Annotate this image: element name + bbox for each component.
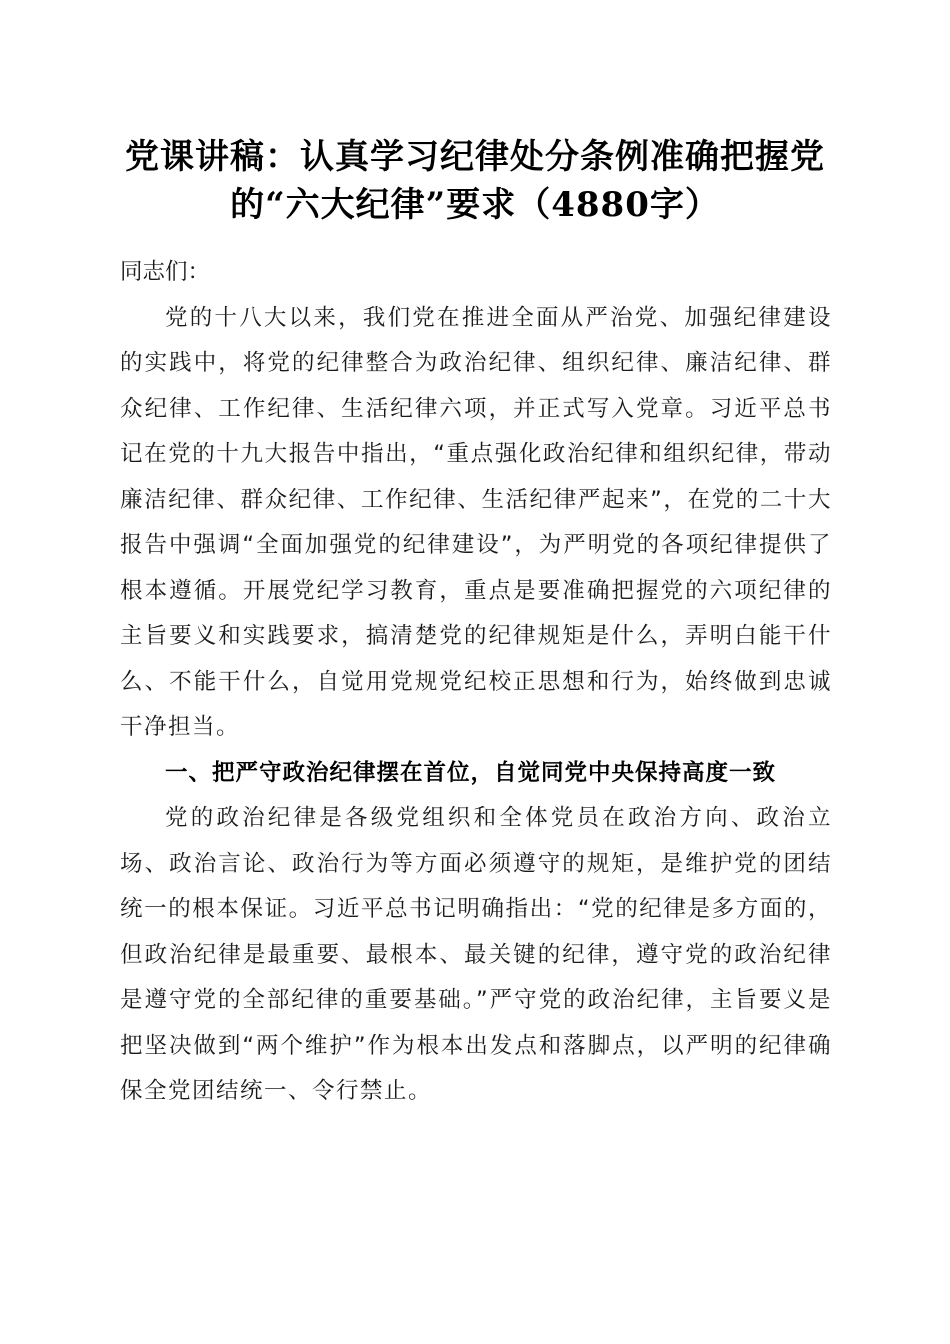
title-line-1: 党课讲稿：认真学习纪律处分条例准确把握党 [125,137,825,177]
paragraph-intro: 党的十八大以来，我们党在推进全面从严治党、加强纪律建设的实践中，将党的纪律整合为政治纪律、组织纪律、廉洁纪律、群众纪律、工作纪律、生活纪律六项，并正式写入党章。习近平总书记在党的十九大报告中指出，“重点强化政治纪律和组织纪律，带动廉洁纪律、群众纪律、工作纪律、生活纪律严起来”，在党的二十大报告中强调“全面加强党的纪律建设”，为严明党的各项纪律提供了根本遵循。开展党纪学习教育，重点是要准确把握党的六项纪律的主旨要义和实践要求，搞清楚党的纪律规矩是什么，弄明白能干什么、不能干什么，自觉用党规党纪校正思想和行为，始终做到忠诚干净担当。 [120,304,832,740]
section-heading-1: 一、把严守政治纪律摆在首位，自觉同党中央保持高度一致 [165,759,777,786]
paragraph-political-discipline: 党的政治纪律是各级党组织和全体党员在政治方向、政治立场、政治言论、政治行为等方面必须遵守的规矩，是维护党的团结统一的根本保证。习近平总书记明确指出：“党的纪律是多方面的，但政治纪律是最重要、最根本、最关键的纪律，遵守党的政治纪律是遵守党的全部纪律的重要基础。”严守党的政治纪律，主旨要义是把坚决做到“两个维护”作为根本出发点和落脚点，以严明的纪律确保全党团结统一、令行禁止。 [120,805,832,1104]
document-title [110,133,840,229]
document-body [120,250,832,1115]
salutation: 同志们： [120,259,211,285]
title-line-2: 的“六大纪律”要求（4880字） [230,185,720,225]
